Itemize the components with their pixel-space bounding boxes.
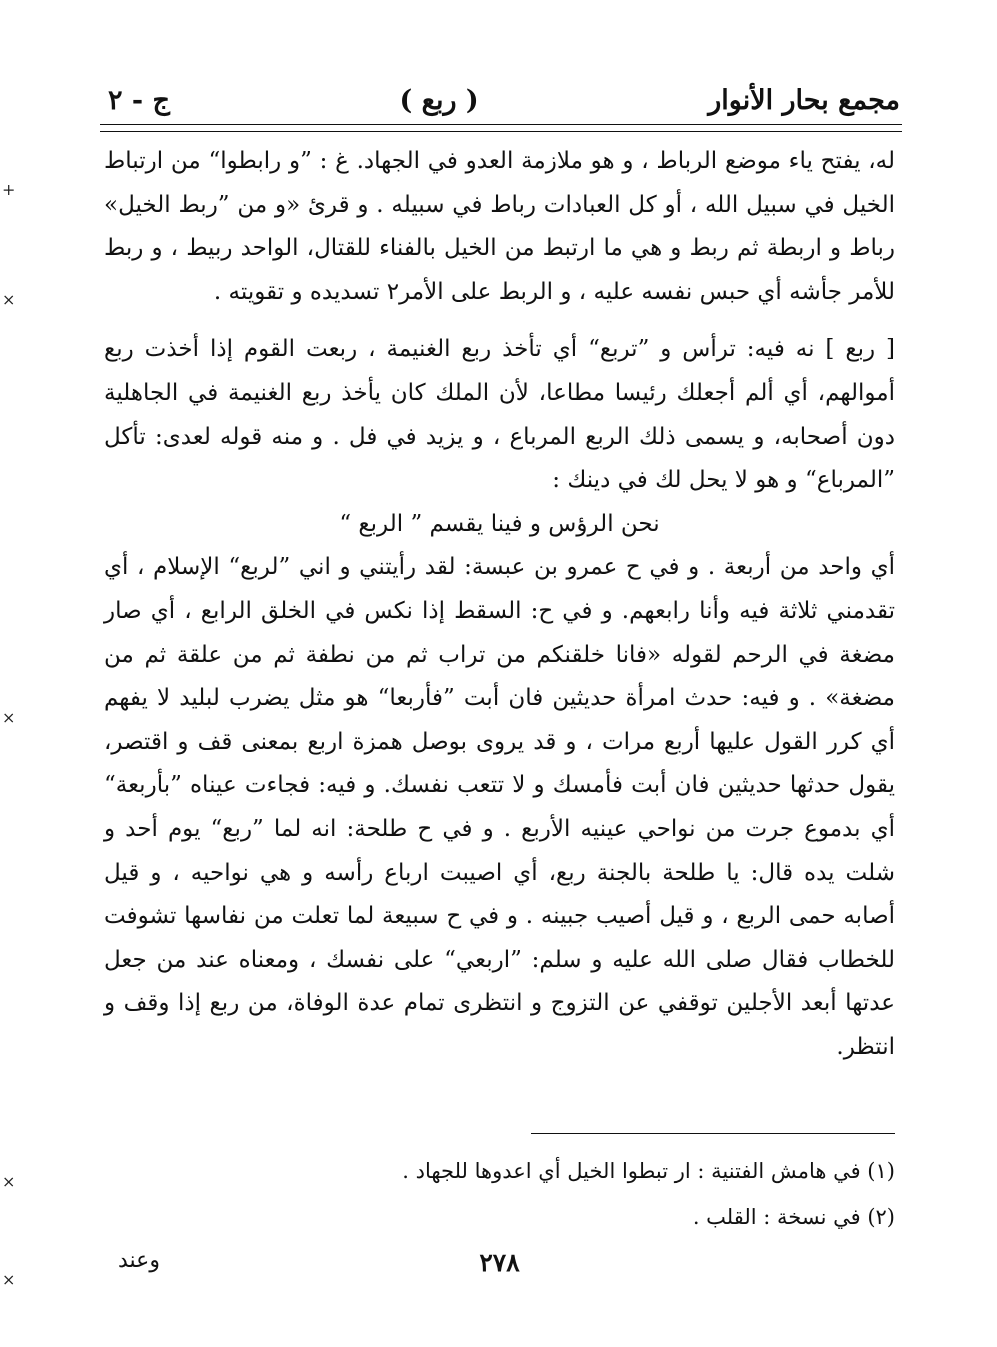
paragraph-hadith: أي واحد من أربعة . و في ح عمرو بن عبسة: لقد رأيتني و اني ”لربع“ الإسلام ، أي تقدمني ثلاثة فيه وأنا رابعهم. و في ح: السقط إذا نكس في الخلق الرابع ، أي صار مضغة في الرحم لقوله «فانا خلقنكم من تراب ثم من نطفة ثم من علقة ثم من مضغة» . و فيه: حدث امرأة حديثين فان أبت ”فأربعا“ هو مثل يضرب لبليد لا يفهم أي كرر القول عليها أربع مرات ، و قد يروى بوصل همزة اربع بمعنى قف و اقتصر، يقول حدثها حديثين فان أبت فأمسك و لا تتعب نفسك. و فيه: فجاءت عيناه ”بأربعة“ أي بدموع جرت من نواحي عينيه الأربع . و في ح طلحة: انه لما ”ربع“ يوم أحد و شلت يده قال: يا طلحة بالجنة ربع، أي اصيبت ارباع رأسه و هي نواحيه ، و قيل أصابه حمى الربع ، و قيل أصيب جبينه . و في ح سبيعة لما تعلت من نفاسها تشوفت للخطاب فقال صلى الله عليه و سلم: ”اربعي“ على نفسك ، ومعناه عند من جعل عدتها أبعد الأجلين توقفي عن التزوج و انتظرى تمام عدة الوفاة، من ربع إذا وقف و انتظر. [104,554,895,1060]
footnotes [104,1148,895,1240]
entry-heading: ( ربع ) [399,84,479,116]
margin-mark: + [2,180,16,199]
volume-label: ج - ٢ [108,84,170,116]
verse-line: نحن الرؤس و فينا يقسم ” الربع “ [339,510,660,537]
footnote-2: (٢) في نسخة : القلب . [692,1205,895,1229]
footnote-1: (١) في هامش الفتنية : ار تبطوا الخيل أي اعدوها للجهاد . [402,1159,895,1183]
paragraph-rub-entry: [ ربع ] نه فيه: ترأس و ”تربع“ أي تأخذ ربع الغنيمة ، ربعت القوم إذا أخذت ربع أموالهم، أي ألم أجعلك رئيسا مطاعا، لأن الملك كان يأخذ ربع الغنيمة في الجاهلية دون أصحابه، و يسمى ذلك الربع المرباع ، و يزيد في فل . و منه قوله لعدى: تأكل ”المرباع“ و هو لا يحل لك في دينك : [104,336,895,494]
page-number: ٢٧٨ [479,1248,520,1277]
book-title: مجمع بحار الأنوار [708,84,900,116]
margin-mark: × [2,708,16,727]
header-rule-bottom [100,131,902,132]
footnote-rule [531,1133,895,1134]
running-header [108,78,900,122]
main-text [104,140,895,1069]
margin-mark: × [2,290,16,309]
page-footer [104,1248,895,1288]
paragraph-ribat: له، يفتح ياء موضع الرباط ، و هو ملازمة العدو في الجهاد. غ : ”و رابطوا“ من ارتباط الخيل في سبيل الله ، أو كل العبادات رباط في سبيله . و قرئ «و من ”ربط الخيل» رباط و اربطة ثم ربط و هي ما ارتبط من الخيل بالفناء للقتال، الواحد ربيط ، و ربط للأمر جأشه أي حبس نفسه عليه ، و الربط على الأمر٢ تسديده و تقويته . [104,148,895,305]
margin-mark: × [2,1172,16,1191]
margin-mark: × [2,1270,16,1289]
header-rule-top [100,124,902,125]
catchword: وعند [118,1248,160,1273]
